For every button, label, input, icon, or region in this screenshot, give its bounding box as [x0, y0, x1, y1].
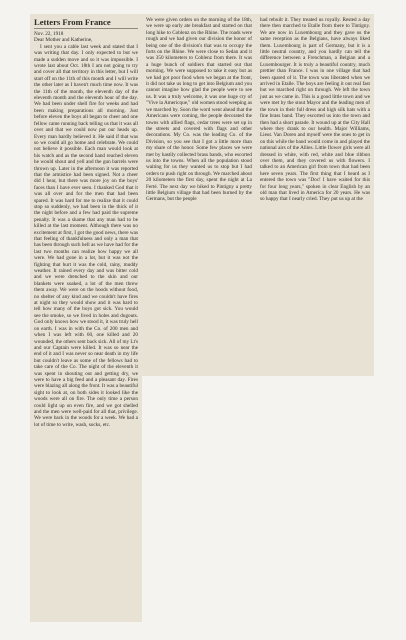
salutation: Dear Mother and Katherine, [34, 37, 93, 44]
dateline: Nov. 22, 1918 [34, 31, 64, 37]
clipping-column-3 [256, 14, 374, 376]
column-1-text: I sent you a cable last week and stated that I was writing that day. I only expected to but we made a sudden move and so it was impossible. I wrote last about Oct. 18th I am not going to try and cover all that territory in this letter, but I will start off on the 11th of this month and I will write the other later as I haven't much time now. It was the 11th of the month, the eleventh day of the eleventh month and the eleventh hour of the day. We had been under shell fire for weeks and had been making preparations all morning. Just before eleven the boys all began to cheer and one fellow came running back telling us that it was all over and that we could now put our heads up. Every man hardly believed it. He said if that was so we could all go home and celebrate. We could not believe it possible. Each man would look at his watch and as the second hand reached eleven he would shout and yell and the gun barrels were thrown up. Later in the afternoon it was reported that the armistice had been signed. Not a cheer did I hear, but there was more joy on the boys' faces than I have ever seen. I thanked God that it was all over and for the men that had been spared. It was hard for me to realize that it could stop so suddenly, we had been in the thick of it the night before and a few had paid the supreme penalty. It was a shame that any man had to be killed at the last moment. Although there was no excitement at first, I got the good news, there was that feeling of thankfulness and only a man that has been through such hell as we have had for the last two months can realize how happy we all were. We had gone in a lot, but it was not the fighting that hurt it was the cold, rainy, muddy weather. It rained every day and was bitter cold and we were drenched to the skin and our blankets were soaked, a lot of the men threw them away. We were on the hoods without food, no shelter of any kind and we couldn't have fires at night so they would show and it was hard to tell how many of the boys got sick. You would see the smoke, so we lived in holes and dugouts. God only knows how we stood it, it was truly hell on earth. I was in with the Co. of 200 men and when I was left with 60, one killed and 20 wounded, the others sent back sick. All of my Lt's and our Captain were killed. It was so near the end of it and I was never so near death in my life but couldn't leave as some of the fellows had to take care of the Co. The night of the eleventh it was spent in shouting out and getting dry, we were to have a big feed and a pleasant day. Fires were blazing all along the front. It was a beautiful sight to look at, on both sides it looked like the woods were all on fire. The only time a person could light up on even fire, and we got shelled and the men were well-paid for all that, privilege. We were back in the woods for a week. We had a lot of time to write, wash, socks, etc. [34, 43, 138, 428]
column-3-text: had rebuilt it. They treated us royally. Rested a day there then marched to Etalle from there to Tintigny. We are now in Luxembourg and they gave us the same reception as the Belgians, have always liked them. Luxembourg is part of Germany, but it is a little neutral country, and you hardly can tell the difference between a Frenchman, a Belgian and a Luxembourger. It is truly a beautiful country, much prettier than France. I was in one village that had been spared of it. The town was liberated when we arrived in Etalle. The boys are feeling it out real fast but we marched right on through. We left the town just as we came in. This is a good little town and we were met by the stout Mayor and the leading men of the town in their full dress and high silk hats with a fine brass band. They escorted us into the town and then had a short parade. It wound up at the City Hall where they drank to our health. Major Williams, Lieut. Van Doren and myself were the ones to get in on this while the band would come in and played the national airs of the Allies. Little flower girls were all dressed in white, with red, white and blue ribbon over them, and they covered us with flowers. I talked to an American girl from town that had been here seven years. The first thing that I heard as I entered the town was "Doc! I have waited for this for four long years," spoken in clear English by an old man that lived in America for 20 years. He was so happy that I nearly cried. They put us up at the [260, 17, 370, 203]
clipping-column-1 [30, 14, 142, 622]
column-2-text: We were given orders on the morning of the 18th, we were up early ate breakfast and started on that long hike to Coblenz on the Rhine. The roads were rough and we had given our division the honor of being one of the division's that was to occupy the forts on the Rhine. We were close to Sedan and it was 350 kilometers to Coblenz from there. It was a huge bunch of soldiers that started out that morning. We were supposed to take it easy but as we had got poor food when we began at the front, it did not take us long to get into Belgium and you cannot imagine how glad the people were to see us. It was a truly welcome, it was one huge cry of "Vive la Americque," old women stood weeping as we marched by. Soon the word went ahead that the Americans were coming, the people decorated the towns with allied flags, cedar trees were set up in the streets and covered with flags and other decorations. My Co. was the leading Co. of the Division, so you see that I got a little more than my share of the honor. Some few places we were met by hastily collected brass bands, who escorted us into the towns. When all the population stood waiting for us they wanted us to stop but I had orders to push right on through. We marched about 20 kilometers the first day, spent the night at La Ferté. The next day we hiked to Pintigny a pretty little Belgium village that had been burned by the Germans, but the people [146, 17, 252, 203]
clipping-column-2 [142, 14, 256, 376]
headline-divider [34, 28, 138, 29]
headline: Letters From France [34, 17, 111, 27]
